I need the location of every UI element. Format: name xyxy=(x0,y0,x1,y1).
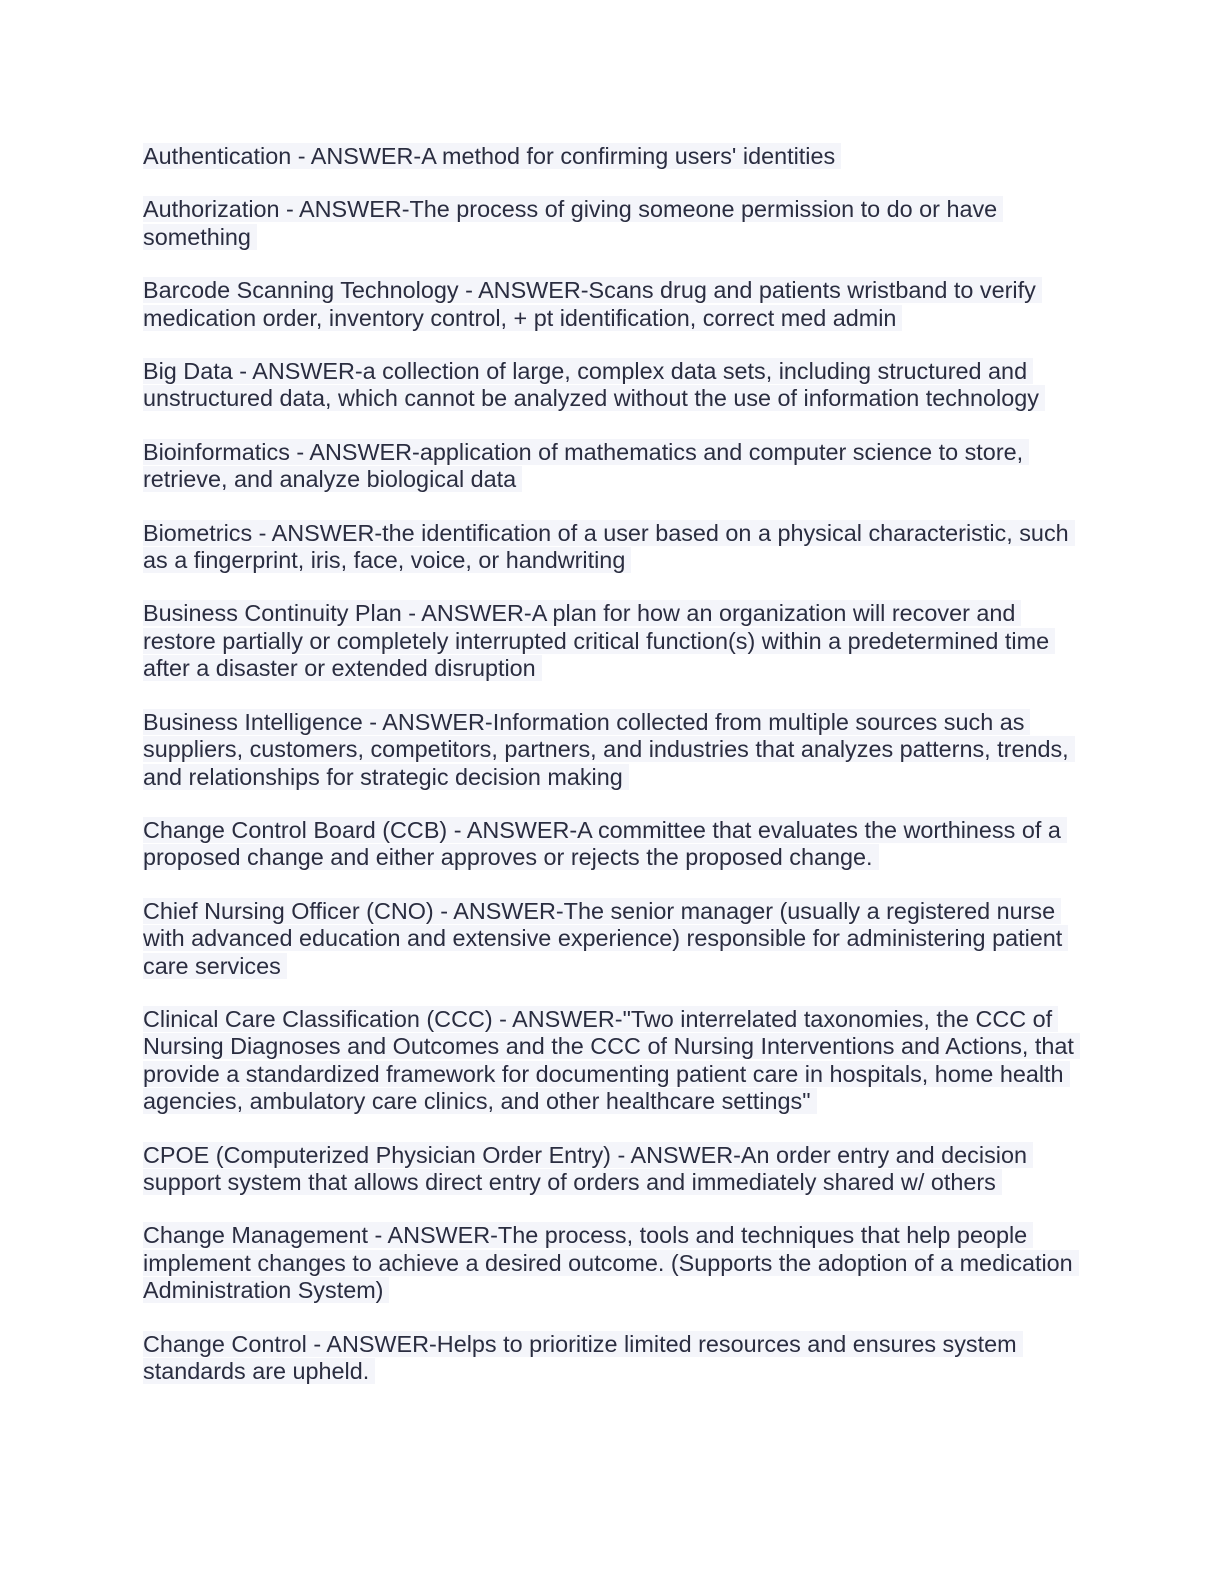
entry-definition: Scans drug and patients wristband to verify medication order, inventory control, + pt identification, correct med admin xyxy=(143,277,1036,331)
entry-term: Change Control Board (CCB) xyxy=(143,816,448,843)
entry-term: Authentication xyxy=(143,143,292,169)
entry-term: Authorization xyxy=(143,196,280,223)
entry-term: Business Continuity Plan xyxy=(143,600,402,627)
entry-separator: - ANSWER- xyxy=(252,519,383,546)
entry-definition: the identification of a user based on a physical characteristic, such as a fingerprint, iris, face, voice, or handwriting xyxy=(143,519,1069,574)
entry-separator: - ANSWER- xyxy=(306,1330,437,1357)
entry-text xyxy=(143,277,1042,330)
entry-text xyxy=(143,1331,1023,1384)
entry-business-continuity-plan xyxy=(143,600,1083,682)
entry-separator: - ANSWER- xyxy=(279,196,410,223)
entry-definition: a collection of large, complex data sets, including structured and unstructured data, which cannot be analyzed without the use of information technology xyxy=(143,358,1039,412)
entry-change-control xyxy=(143,1331,1083,1386)
entry-definition: A plan for how an organization will recover and restore partially or completely interrupted critical function(s) within a predetermined time after a disaster or extended disruption xyxy=(143,600,1050,682)
entry-clinical-care-classification xyxy=(143,1006,1083,1116)
entry-term: Business Intelligence xyxy=(143,708,363,735)
entry-cpoe xyxy=(143,1142,1083,1197)
entry-definition: "Two interrelated taxonomies, the CCC of Nursing Diagnoses and Outcomes and the CCC of Nursing Interventions and Actions, that provide a standardized framework for documenting patient care in hospitals, home health agencies, ambulatory care clinics, and other healthcare settings" xyxy=(143,1005,1074,1115)
entry-separator: - ANSWER- xyxy=(433,897,564,924)
entry-text xyxy=(143,1142,1033,1195)
entry-term: Clinical Care Classification (CCC) xyxy=(143,1005,493,1032)
entry-text xyxy=(143,358,1045,411)
entry-term: CPOE (Computerized Physician Order Entry) xyxy=(143,1141,611,1168)
entry-separator: - ANSWER- xyxy=(610,1141,741,1168)
entry-term: Chief Nursing Officer (CNO) xyxy=(143,897,434,924)
entry-chief-nursing-officer xyxy=(143,898,1083,980)
entry-text xyxy=(143,1222,1079,1303)
entry-definition: An order entry and decision support system that allows direct entry of orders and immediately shared w/ others xyxy=(143,1141,1027,1195)
entry-text xyxy=(143,709,1075,790)
entry-separator: - ANSWER- xyxy=(447,816,578,843)
entry-definition: A method for confirming users' identities xyxy=(421,143,836,169)
entry-biometrics xyxy=(143,520,1083,575)
entry-text xyxy=(143,600,1055,681)
flashcard-list xyxy=(143,143,1083,1411)
entry-separator: - ANSWER- xyxy=(401,600,532,627)
entry-text xyxy=(143,520,1075,573)
entry-definition: The senior manager (usually a registered nurse with advanced education and extensive experience) responsible for administering patient care services xyxy=(143,897,1063,979)
entry-term: Big Data xyxy=(143,358,233,385)
entry-separator: - ANSWER- xyxy=(367,1222,498,1249)
entry-term: Bioinformatics xyxy=(143,438,290,465)
entry-definition: Information collected from multiple sources such as suppliers, customers, competitors, partners, and industries that analyzes patterns, trends, and relationships for strategic decision making xyxy=(143,708,1069,790)
entry-text xyxy=(143,898,1068,979)
entry-separator: - ANSWER- xyxy=(232,358,363,385)
entry-separator: - ANSWER- xyxy=(492,1005,623,1032)
entry-authorization xyxy=(143,196,1083,251)
entry-change-management xyxy=(143,1222,1083,1304)
entry-separator: - ANSWER- xyxy=(362,708,493,735)
entry-term: Barcode Scanning Technology xyxy=(143,277,459,304)
entry-change-control-board xyxy=(143,817,1083,872)
entry-definition: A committee that evaluates the worthiness of a proposed change and either approves or rejects the proposed change. xyxy=(143,816,1061,871)
entry-big-data xyxy=(143,358,1083,413)
entry-authentication xyxy=(143,143,1083,170)
entry-business-intelligence xyxy=(143,709,1083,791)
entry-separator: - ANSWER- xyxy=(291,143,422,169)
entry-text xyxy=(143,143,841,169)
entry-text xyxy=(143,817,1067,870)
entry-text xyxy=(143,196,1003,249)
entry-definition: Helps to prioritize limited resources and ensures system standards are upheld. xyxy=(143,1330,1017,1384)
entry-term: Change Management xyxy=(143,1222,368,1249)
entry-separator: - ANSWER- xyxy=(289,438,420,465)
entry-barcode-scanning xyxy=(143,277,1083,332)
entry-separator: - ANSWER- xyxy=(458,277,589,304)
entry-term: Change Control xyxy=(143,1330,307,1357)
entry-definition: The process, tools and techniques that help people implement changes to achieve a desired outcome. (Supports the adoption of a medication Administration System) xyxy=(143,1222,1073,1304)
entry-term: Biometrics xyxy=(143,519,253,546)
entry-text xyxy=(143,439,1029,492)
entry-text xyxy=(143,1006,1080,1114)
entry-definition: The process of giving someone permission to do or have something xyxy=(143,196,998,250)
entry-bioinformatics xyxy=(143,439,1083,494)
entry-definition: application of mathematics and computer science to store, retrieve, and analyze biological data xyxy=(143,438,1024,493)
